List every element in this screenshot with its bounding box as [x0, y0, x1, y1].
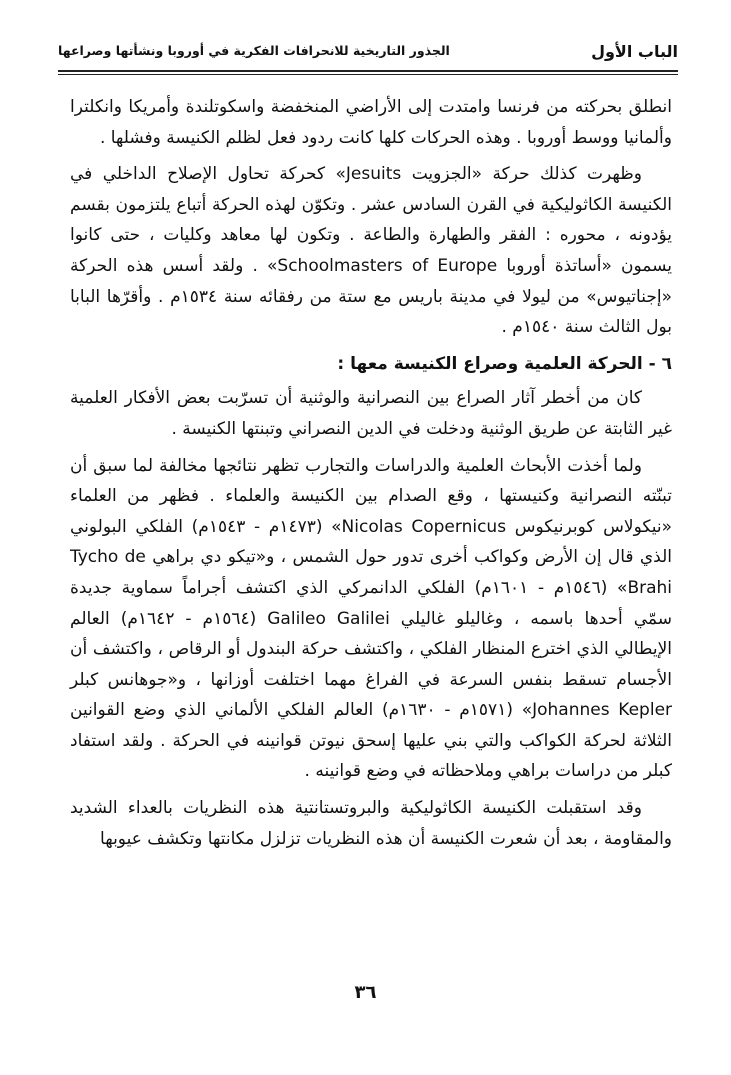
paragraph-conflict: كان من أخطر آثار الصراع بين النصرانية والوثنية أن تسرّبت بعض الأفكار العلمية غير الثابتة عن طريق الوثنية ودخلت في الدين النصراني وتبنتها الكنيسة .: [70, 388, 672, 439]
header-divider-thin: [58, 74, 678, 75]
page-number: ٣٦: [354, 982, 377, 1003]
page-body: [70, 92, 672, 860]
paragraph-scientists: ولما أخذت الأبحاث العلمية والدراسات والتجارب تظهر نتائجها مخالفة لما سبق أن تبنّته النصرانية وكنيستها ، وقع الصدام بين الكنيسة والعلماء . فظهر من العلماء «نيكولاس كوبرنيكوس Nicolas Copernicus» (١٤٧٣م - ١٥٤٣م) الفلكي البولوني الذي قال إن الأرض وكواكب أخرى تدور حول الشمس ، و«تيكو دي براهي Tycho de Brahi» (١٥٤٦م - ١٦٠١م) الفلكي الدانمركي الذي اكتشف أجراماً سماوية جديدة سمّي أحدها باسمه ، وغاليلو غاليلي Galileo Galilei (١٥٦٤م - ١٦٤٢م) العالم الإيطالي الذي اخترع المنظار الفلكي ، واكتشف حركة البندول أو الرقاص ، واكتشف أن الأجسام تسقط بنفس السرعة في الفراغ مهما اختلفت أوزانها ، و«جوهانس كبلر Johannes Kepler» (١٥٧١م - ١٦٣٠م) العالم الفلكي الألماني الذي وضع القوانين الثلاثة لحركة الكواكب والتي بني عليها إسحق نيوتن قوانينه في الحركة . ولقد استفاد كبلر من دراسات براهي وملاحظاته في وضع قوانينه .: [70, 455, 673, 782]
section-heading: ٦ - الحركة العلمية وصراع الكنيسة معها :: [337, 353, 672, 374]
page-header: [58, 38, 678, 66]
paragraph-continuation: انطلق بحركته من فرنسا وامتدت إلى الأراضي المنخفضة واسكوتلندة وأمريكا وانكلترا وألمانيا ووسط أوروبا . وهذه الحركات كلها كانت ردود فعل لظلم الكنيسة وفشلها .: [70, 97, 672, 148]
chapter-title: الباب الأول: [591, 42, 678, 61]
paragraph-church-reaction: وقد استقبلت الكنيسة الكاثوليكية والبروتستانتية هذه النظريات بالعداء الشديد والمقاومة ، بعد أن شعرت الكنيسة أن هذه النظريات تزلزل مكانتها وتكشف عيوبها: [70, 798, 672, 849]
running-title: الجذور التاريخية للانحرافات الفكرية في أوروبا ونشأتها وصراعها: [58, 43, 450, 58]
header-divider: [58, 70, 678, 72]
paragraph-jesuits: وظهرت كذلك حركة «الجزويت Jesuits» كحركة تحاول الإصلاح الداخلي في الكنيسة الكاثوليكية في القرن السادس عشر . وتكوّن لهذه الحركة أتباع يلتزمون بقسم يؤدونه ، محوره : الفقر والطهارة والطاعة . وتكون لها معاهد وكليات ، حتى كانوا يسمون «أساتذة أوروبا Schoolmasters of Europe» . ولقد أسس هذه الحركة «إجناتيوس» من ليولا في مدينة باريس مع ستة من رفقائه سنة ١٥٣٤م . وأقرّها البابا بول الثالث سنة ١٥٤٠م .: [70, 164, 673, 338]
